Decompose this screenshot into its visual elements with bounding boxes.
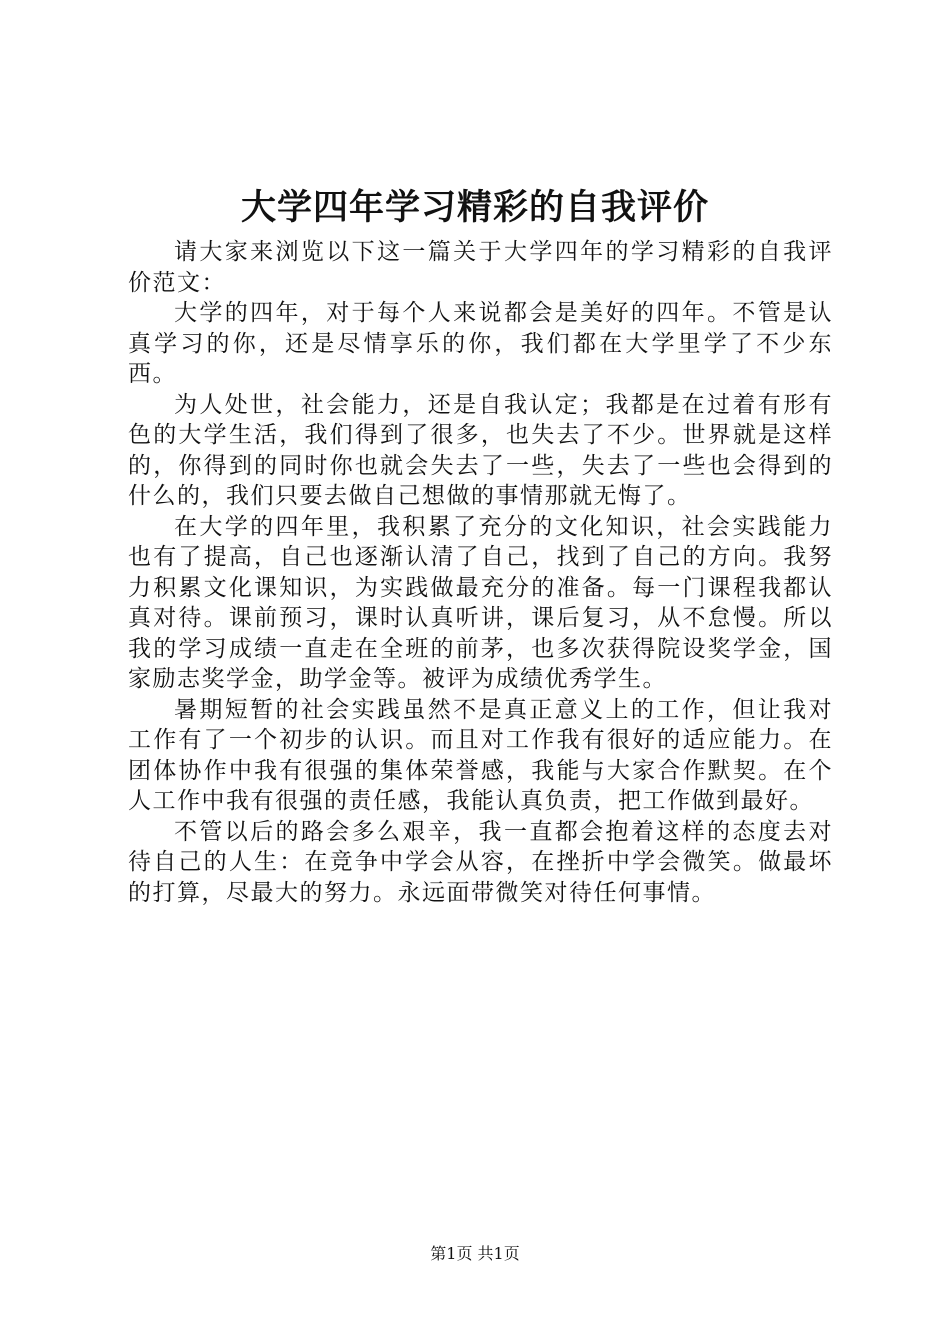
paragraph-5: 不管以后的路会多么艰辛，我一直都会抱着这样的态度去对待自己的人生：在竞争中学会从容，在挫折中学会微笑。做最坏的打算，尽最大的努力。永远面带微笑对待任何事情。 [128, 818, 833, 906]
document-title: 大学四年学习精彩的自我评价 [240, 187, 709, 228]
page-footer: 第1页 共1页 [430, 1244, 520, 1263]
paragraph-3: 在大学的四年里，我积累了充分的文化知识，社会实践能力也有了提高，自己也逐渐认清了自己，找到了自己的方向。我努力积累文化课知识，为实践做最充分的准备。每一门课程我都认真对待。课前预习，课时认真听讲，课后复习，从不怠慢。所以我的学习成绩一直走在全班的前茅，也多次获得院设奖学金，国家励志奖学金，助学金等。被评为成绩优秀学生。 [128, 513, 833, 692]
paragraph-1: 大学的四年，对于每个人来说都会是美好的四年。不管是认真学习的你，还是尽情享乐的你，我们都在大学里学了不少东西。 [128, 300, 833, 387]
paragraph-2: 为人处世，社会能力，还是自我认定；我都是在过着有形有色的大学生活，我们得到了很多，也失去了不少。世界就是这样的，你得到的同时你也就会失去了一些，失去了一些也会得到的什么的，我们只要去做自己想做的事情那就无悔了。 [128, 391, 833, 509]
paragraph-intro: 请大家来浏览以下这一篇关于大学四年的学习精彩的自我评价范文： [128, 239, 833, 296]
document-body [128, 237, 833, 908]
paragraph-4: 暑期短暂的社会实践虽然不是真正意义上的工作，但让我对工作有了一个初步的认识。而且对工作我有很好的适应能力。在团体协作中我有很强的集体荣誉感，我能与大家合作默契。在个人工作中我有很强的责任感，我能认真负责，把工作做到最好。 [128, 696, 833, 814]
